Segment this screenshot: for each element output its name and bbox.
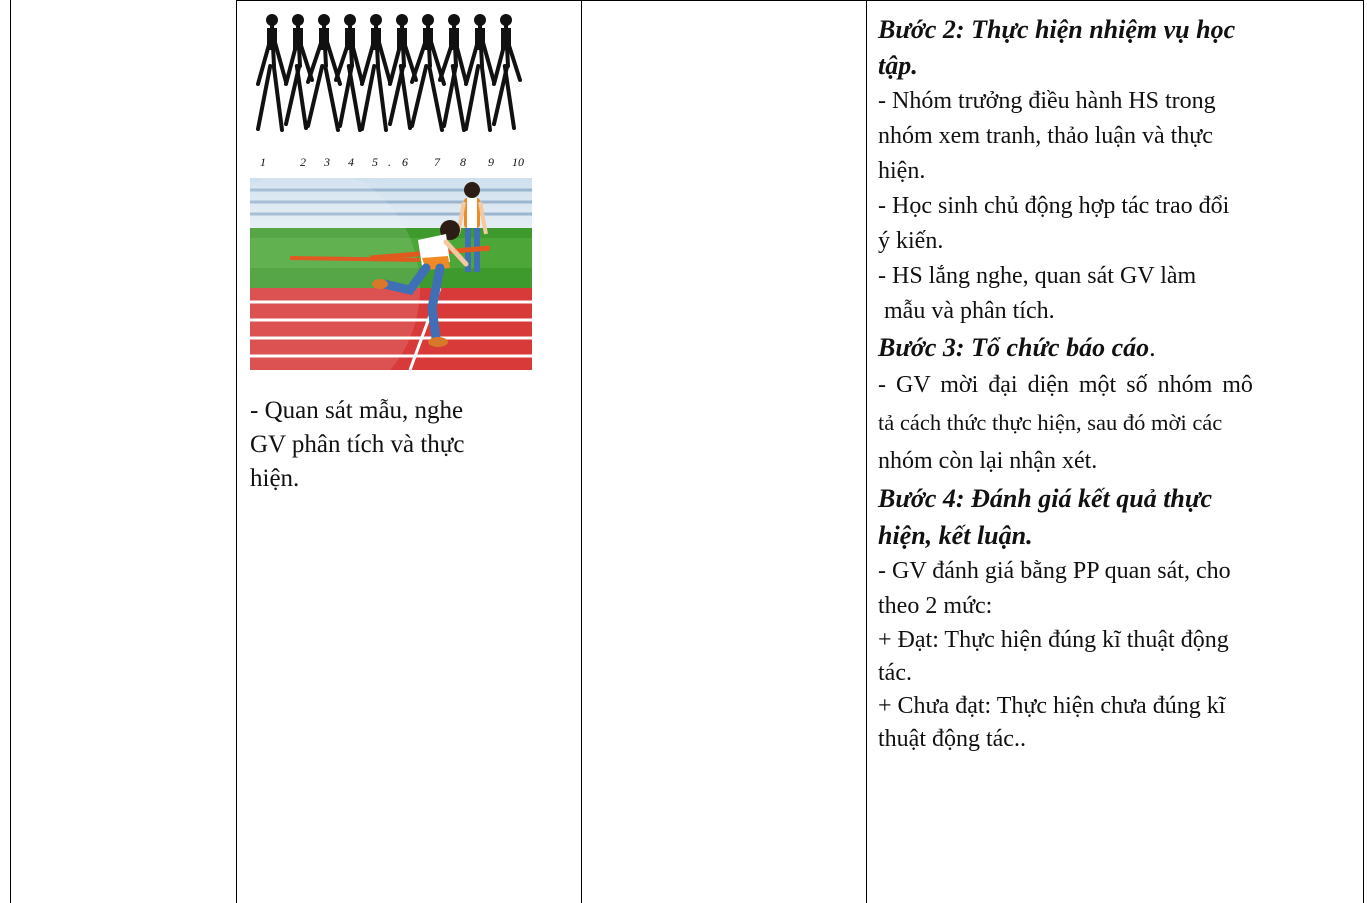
step-number-label: 1: [260, 155, 266, 169]
runner-figure: [494, 14, 520, 128]
step2-heading: [878, 12, 1358, 84]
step-number-label: 2: [300, 155, 306, 169]
runner-figure: [362, 14, 390, 130]
paragraph-line: tác.: [878, 660, 912, 686]
step-number-label: 5: [372, 155, 378, 169]
student-activity-text: [250, 394, 570, 496]
paragraph-line: tả cách thức thực hiện, sau đó mời các: [878, 410, 1223, 435]
step-number-label: 3: [324, 155, 330, 169]
step4-heading-line: Bước 4: Đánh giá kết quả thực: [878, 484, 1213, 513]
paragraph-line: + Đạt: Thực hiện đúng kĩ thuật động: [878, 627, 1229, 653]
finish-line-illustration: [250, 178, 532, 370]
paragraph-line: theo 2 mức:: [878, 593, 993, 619]
table-border-5: [1363, 0, 1364, 903]
step-number-label: 8: [460, 155, 466, 169]
step3-heading: [878, 329, 1358, 366]
runner-figure: [412, 14, 444, 130]
runner-figure: [336, 14, 362, 130]
step-number-label: 4: [348, 155, 354, 169]
step2-heading-line: tập.: [878, 51, 918, 80]
col2-text-line: - Quan sát mẫu, nghe: [250, 397, 464, 424]
table-border-4: [866, 0, 867, 903]
runner-figure: [286, 14, 312, 128]
paragraph-line: - Nhóm trưởng điều hành HS trong: [878, 88, 1216, 114]
step-numbers: [260, 155, 524, 169]
paragraph-line: - Học sinh chủ động hợp tác trao đổi: [878, 193, 1230, 219]
paragraph-line: - GV mời đại diện một số nhóm mô: [878, 372, 1253, 398]
col2-text-line: hiện.: [250, 465, 300, 492]
paragraph-line: thuật động tác..: [878, 726, 1026, 752]
runner-figures: [258, 14, 520, 130]
paragraph-pass: [878, 624, 1358, 690]
step2-heading-line: Bước 2: Thực hiện nhiệm vụ học: [878, 15, 1236, 44]
paragraph-line: hiện.: [878, 158, 926, 184]
paragraph-line: ý kiến.: [878, 228, 944, 254]
paragraph-evaluate: [878, 554, 1358, 624]
step4-heading-line: hiện, kết luận.: [878, 521, 1033, 550]
col2-text-line: GV phân tích và thực: [250, 431, 465, 458]
runner-figure: [308, 14, 340, 130]
paragraph-listen: [878, 259, 1358, 329]
table-cell-col1: [11, 0, 235, 903]
paragraph-line: + Chưa đạt: Thực hiện chưa đúng kĩ: [878, 693, 1226, 719]
paragraph-cooperate: [878, 189, 1358, 259]
paragraph-line: nhóm còn lại nhận xét.: [878, 448, 1098, 474]
paragraph-report: [878, 366, 1358, 480]
table-cell-col3: [582, 0, 865, 903]
paragraph-line: - HS lắng nghe, quan sát GV làm: [878, 263, 1197, 289]
runner-figure: [440, 14, 466, 130]
step-number-label: 10: [512, 155, 524, 169]
table-border-2: [236, 0, 237, 903]
runner-figure: [258, 14, 286, 130]
running-sequence-illustration: [254, 6, 534, 178]
runner-figure: [390, 14, 416, 128]
step3-heading-tail: .: [1149, 333, 1156, 362]
paragraph-line: - GV đánh giá bằng PP quan sát, cho: [878, 558, 1231, 584]
paragraph-line: mẫu và phân tích.: [878, 298, 1055, 324]
step-number-label: 6: [402, 155, 408, 169]
paragraph-fail: [878, 690, 1358, 756]
step-number-label: .: [388, 155, 391, 169]
teacher-activity-column: [878, 12, 1358, 756]
step-number-label: 9: [488, 155, 494, 169]
step-number-label: 7: [434, 155, 440, 169]
step4-heading: [878, 480, 1358, 554]
paragraph-group-leader: [878, 84, 1358, 189]
runner-figure: [466, 14, 494, 130]
paragraph-line: nhóm xem tranh, thảo luận và thực: [878, 123, 1213, 149]
step3-heading-bold: Bước 3: Tổ chức báo cáo: [878, 333, 1150, 362]
